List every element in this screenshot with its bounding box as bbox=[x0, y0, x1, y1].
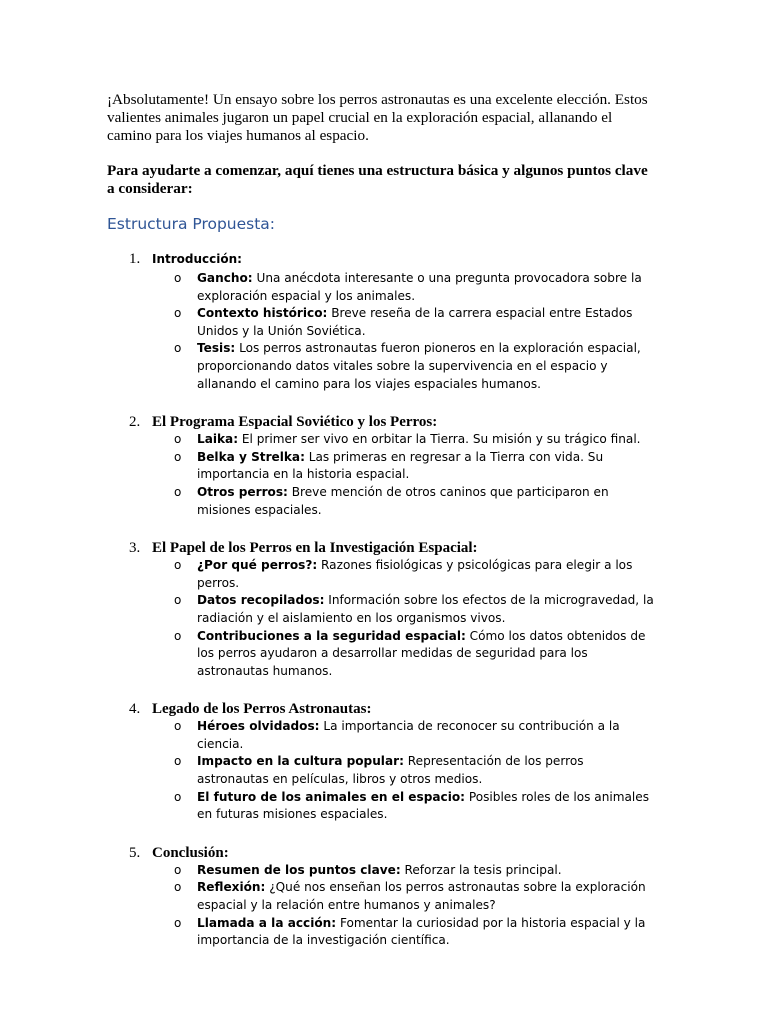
item-text: Información sobre los efectos de la microgravedad, la radiación y el aislamiento en los organismos vivos. bbox=[197, 593, 654, 625]
item-label: Laika: bbox=[197, 432, 239, 447]
bullet-icon: o bbox=[174, 449, 182, 464]
item-label: Resumen de los puntos clave: bbox=[197, 862, 401, 877]
item-label: Gancho: bbox=[197, 271, 253, 285]
bullet-icon: o bbox=[174, 271, 182, 285]
item-text: Fomentar la curiosidad por la historia espacial y la importancia de la investigación científica. bbox=[197, 915, 646, 948]
item-label: Tesis: bbox=[197, 341, 236, 356]
item-label: ¿Por qué perros?: bbox=[197, 558, 318, 573]
intro-paragraph: ¡Absolutamente! Un ensayo sobre los perros astronautas es una excelente elección. Estos valientes animales jugaron un papel crucial en la exploración espacial, allanando el camino para los viajes humanos al espacio. bbox=[107, 91, 648, 144]
item-label: Belka y Strelka: bbox=[197, 449, 305, 464]
list-item bbox=[152, 718, 659, 753]
outline-section bbox=[107, 413, 659, 519]
bullet-icon: o bbox=[174, 628, 182, 643]
section-items bbox=[152, 270, 659, 393]
section-title: Introducción: bbox=[152, 252, 242, 266]
outline-section bbox=[107, 539, 659, 680]
list-item bbox=[152, 753, 659, 788]
list-item bbox=[152, 484, 659, 519]
bullet-icon: o bbox=[174, 593, 182, 608]
bullet-icon: o bbox=[174, 719, 182, 734]
section-title: Conclusión: bbox=[152, 844, 229, 861]
item-text: Breve mención de otros caninos que participaron en misiones espaciales. bbox=[197, 484, 609, 517]
item-label: Llamada a la acción: bbox=[197, 915, 337, 930]
item-label: Impacto en la cultura popular: bbox=[197, 754, 404, 769]
item-label: Otros perros: bbox=[197, 484, 288, 499]
section-heading: Estructura Propuesta: bbox=[107, 215, 276, 233]
section-number: 4. bbox=[129, 701, 141, 718]
item-text: Reforzar la tesis principal. bbox=[400, 862, 562, 877]
bullet-icon: o bbox=[174, 558, 182, 573]
outline-section bbox=[107, 844, 659, 950]
list-item bbox=[152, 915, 659, 950]
outline-section bbox=[107, 250, 659, 393]
section-items bbox=[152, 557, 659, 680]
section-title: El Papel de los Perros en la Investigación Espacial: bbox=[152, 540, 478, 557]
document-page bbox=[107, 91, 659, 950]
section-items bbox=[152, 862, 659, 950]
item-text: Representación de los perros astronautas en películas, libros y otros medios. bbox=[197, 754, 584, 787]
outline-section bbox=[107, 700, 659, 824]
item-label: Contribuciones a la seguridad espacial: bbox=[197, 628, 466, 643]
item-label: El futuro de los animales en el espacio: bbox=[197, 789, 465, 804]
item-label: Contexto histórico: bbox=[197, 306, 328, 321]
list-item bbox=[152, 789, 659, 824]
section-number: 5. bbox=[129, 844, 141, 861]
item-text: El primer ser vivo en orbitar la Tierra. Su misión y su trágico final. bbox=[238, 432, 641, 447]
list-item bbox=[152, 557, 659, 592]
list-item bbox=[152, 340, 659, 393]
bullet-icon: o bbox=[174, 306, 182, 321]
bullet-icon: o bbox=[174, 484, 182, 499]
bullet-icon: o bbox=[174, 789, 182, 804]
list-item bbox=[152, 431, 659, 449]
bullet-icon: o bbox=[174, 862, 182, 877]
lead-paragraph: Para ayudarte a comenzar, aquí tienes una estructura básica y algunos puntos clave a considerar: bbox=[107, 162, 648, 197]
list-item bbox=[152, 270, 659, 305]
item-text: Cómo los datos obtenidos de los perros ayudaron a desarrollar medidas de seguridad para los astronautas humanos. bbox=[197, 628, 646, 678]
item-text: Las primeras en regresar a la Tierra con vida. Su importancia en la historia espacial. bbox=[197, 449, 604, 482]
bullet-icon: o bbox=[174, 341, 182, 356]
section-title: Legado de los Perros Astronautas: bbox=[152, 701, 372, 718]
bullet-icon: o bbox=[174, 432, 182, 447]
list-item bbox=[152, 305, 659, 340]
list-item bbox=[152, 879, 659, 914]
item-label: Datos recopilados: bbox=[197, 593, 325, 608]
section-number: 2. bbox=[129, 414, 141, 431]
outline-list bbox=[107, 250, 659, 950]
item-text: Posibles roles de los animales en futuras misiones espaciales. bbox=[197, 789, 650, 822]
list-item bbox=[152, 862, 659, 880]
item-text: La importancia de reconocer su contribución a la ciencia. bbox=[197, 719, 620, 751]
item-text: Breve reseña de la carrera espacial entre Estados Unidos y la Unión Soviética. bbox=[197, 306, 633, 338]
list-item bbox=[152, 449, 659, 484]
item-text: ¿Qué nos enseñan los perros astronautas sobre la exploración espacial y la relación entre humanos y animales? bbox=[197, 880, 646, 913]
item-label: Reflexión: bbox=[197, 880, 266, 895]
item-text: Razones fisiológicas y psicológicas para elegir a los perros. bbox=[197, 558, 633, 590]
item-text: Una anécdota interesante o una pregunta provocadora sobre la exploración espacial y los animales. bbox=[197, 271, 642, 303]
section-title: El Programa Espacial Soviético y los Perros: bbox=[152, 414, 438, 431]
bullet-icon: o bbox=[174, 880, 182, 895]
list-item bbox=[152, 628, 659, 681]
bullet-icon: o bbox=[174, 915, 182, 930]
bullet-icon: o bbox=[174, 754, 182, 769]
section-number: 3. bbox=[129, 540, 141, 557]
list-item bbox=[152, 592, 659, 627]
section-items bbox=[152, 431, 659, 519]
item-text: Los perros astronautas fueron pioneros en la exploración espacial, proporcionando datos vitales sobre la supervivencia en el espacio y allanando el camino para los viajes espaciales humanos. bbox=[197, 341, 641, 391]
section-number: 1. bbox=[129, 251, 141, 267]
section-items bbox=[152, 718, 659, 824]
item-label: Héroes olvidados: bbox=[197, 719, 320, 734]
